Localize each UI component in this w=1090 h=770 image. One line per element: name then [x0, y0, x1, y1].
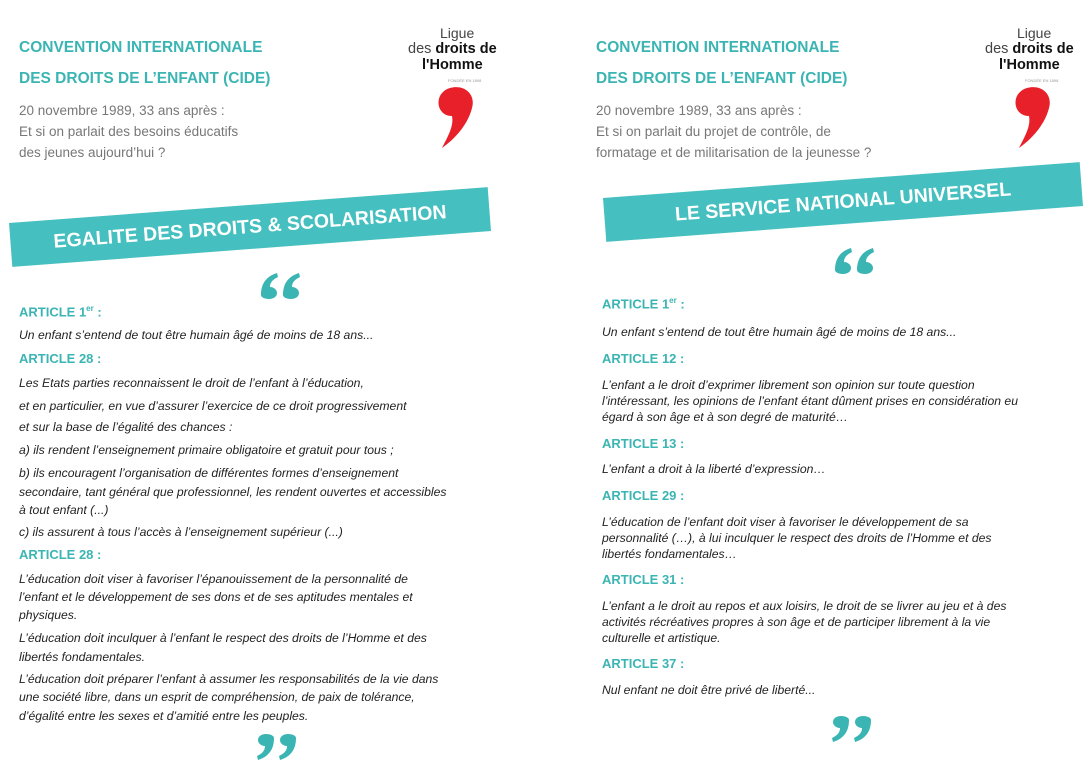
- subtitle-line: 20 novembre 1989, 33 ans après :: [19, 103, 225, 118]
- convention-title-line1: CONVENTION INTERNATIONALE: [596, 39, 840, 56]
- article-label: ARTICLE 1: [602, 296, 670, 312]
- article-text: l’enfant et le développement de ses dons et de ses aptitudes mentales et: [19, 590, 413, 604]
- article-text: libertés fondamentales…: [602, 547, 737, 561]
- article-text: une société libre, dans un esprit de compréhension, de paix de tolérance,: [19, 690, 415, 704]
- subtitle-line: 20 novembre 1989, 33 ans après :: [596, 103, 802, 118]
- article-text: à tout enfant (...): [19, 503, 109, 517]
- convention-title: [596, 32, 847, 94]
- banner-title: LE SERVICE NATIONAL UNIVERSEL: [674, 178, 1012, 226]
- logo-des-droits: [408, 41, 497, 57]
- logo-ligue: Ligue: [1017, 25, 1052, 41]
- logo-des-droits: [985, 41, 1074, 57]
- close-quote-icon: [250, 730, 310, 770]
- article-text: l’intéressant, les opinions de l’enfant étant dûment prises en considération eu: [602, 394, 1018, 408]
- logo-des: des: [408, 41, 436, 57]
- left-flyer: [0, 0, 545, 767]
- subtitle: [596, 100, 871, 163]
- section-banner: [9, 187, 491, 267]
- convention-title: [19, 32, 270, 94]
- open-quote-icon: [827, 242, 887, 282]
- article-text: physiques.: [19, 608, 78, 622]
- article-sup: er: [669, 296, 677, 305]
- logo-homme: l'Homme: [422, 57, 483, 73]
- article-text: personnalité (…), à lui inculquer le respect des droits de l’Homme et des: [602, 531, 992, 545]
- ldh-logo: [985, 22, 1085, 152]
- logo-homme: l'Homme: [999, 57, 1060, 73]
- article-text: a) ils rendent l’enseignement primaire obligatoire et gratuit pour tous ;: [19, 443, 394, 457]
- article-text: libertés fondamentales.: [19, 650, 146, 664]
- section-banner: [603, 162, 1083, 242]
- article-heading: ARTICLE 13 :: [602, 436, 685, 451]
- article-heading: ARTICLE 29 :: [602, 488, 685, 503]
- article-heading: ARTICLE 31 :: [602, 572, 685, 587]
- article-text: b) ils encouragent l’organisation de différentes formes d’enseignement: [19, 466, 399, 480]
- article-text: L’enfant a le droit d’exprimer librement son opinion sur toute question: [602, 378, 975, 392]
- article-text: culturelle et artistique.: [602, 631, 721, 645]
- article-text: Un enfant s’entend de tout être humain âgé de moins de 18 ans...: [19, 328, 374, 342]
- article-text: L’enfant a le droit au repos et aux loisirs, le droit de se livrer au jeu et à des: [602, 599, 1007, 613]
- article-text: activités récréatives propres à son âge et de participer librement à la vie: [602, 615, 991, 629]
- article-heading: [602, 296, 685, 311]
- logo-comma-icon: [436, 86, 476, 150]
- convention-title-line2: DES DROITS DE L’ENFANT (CIDE): [19, 70, 271, 87]
- article-text: Les Etats parties reconnaissent le droit de l’enfant à l’éducation,: [19, 376, 364, 390]
- article-text: Un enfant s’entend de tout être humain âgé de moins de 18 ans...: [602, 325, 957, 339]
- open-quote-icon: [253, 267, 313, 307]
- banner-title: EGALITE DES DROITS & SCOLARISATION: [52, 201, 448, 253]
- article-text: L’éducation de l’enfant doit viser à favoriser le développement de sa: [602, 515, 969, 529]
- logo-ligue: Ligue: [440, 25, 475, 41]
- article-heading: ARTICLE 28 :: [19, 351, 102, 366]
- article-text: d’égalité entre les sexes et d’amitié entre les peuples.: [19, 709, 309, 723]
- logo-droits-de: droits de: [435, 41, 497, 57]
- subtitle-line: formatage et de militarisation de la jeunesse ?: [596, 145, 872, 160]
- logo-droits-de: droits de: [1012, 41, 1074, 57]
- logo-comma-icon: [1013, 86, 1053, 150]
- article-text: Nul enfant ne doit être privé de liberté...: [602, 683, 816, 697]
- subtitle: [19, 100, 238, 163]
- article-text: L’éducation doit inculquer à l’enfant le respect des droits de l’Homme et des: [19, 631, 427, 645]
- article-text: et en particulier, en vue d’assurer l’exercice de ce droit progressivement: [19, 399, 407, 413]
- article-text: secondaire, tant général que professionnel, les rendent ouvertes et accessibles: [19, 485, 447, 499]
- article-label: ARTICLE 1: [19, 304, 87, 320]
- logo-founded: FONDÉE EN 1898: [448, 78, 482, 83]
- close-quote-icon: [825, 712, 885, 752]
- logo-founded: FONDÉE EN 1898: [1025, 78, 1059, 83]
- subtitle-line: des jeunes aujourd’hui ?: [19, 145, 166, 160]
- article-heading: ARTICLE 12 :: [602, 351, 685, 366]
- ldh-logo: [408, 22, 508, 152]
- article-text: L’éducation doit viser à favoriser l’épanouissement de la personnalité de: [19, 572, 408, 586]
- article-colon: :: [676, 296, 685, 312]
- article-text: égard à son âge et à son degré de maturité…: [602, 410, 848, 424]
- article-heading: [19, 304, 102, 319]
- subtitle-line: Et si on parlait du projet de contrôle, de: [596, 124, 831, 139]
- convention-title-line2: DES DROITS DE L’ENFANT (CIDE): [596, 70, 848, 87]
- article-text: L’enfant a droit à la liberté d’expression…: [602, 462, 826, 476]
- article-text: et sur la base de l’égalité des chances :: [19, 420, 233, 434]
- article-text: c) ils assurent à tous l’accès à l’enseignement supérieur (...): [19, 525, 343, 539]
- convention-title-line1: CONVENTION INTERNATIONALE: [19, 39, 263, 56]
- right-flyer: [545, 0, 1090, 767]
- article-text: L’éducation doit préparer l’enfant à assumer les responsabilités de la vie dans: [19, 672, 439, 686]
- subtitle-line: Et si on parlait des besoins éducatifs: [19, 124, 239, 139]
- article-heading: ARTICLE 37 :: [602, 656, 685, 671]
- logo-des: des: [985, 41, 1013, 57]
- article-colon: :: [93, 304, 102, 320]
- article-sup: er: [86, 304, 94, 313]
- article-heading: ARTICLE 28 :: [19, 547, 102, 562]
